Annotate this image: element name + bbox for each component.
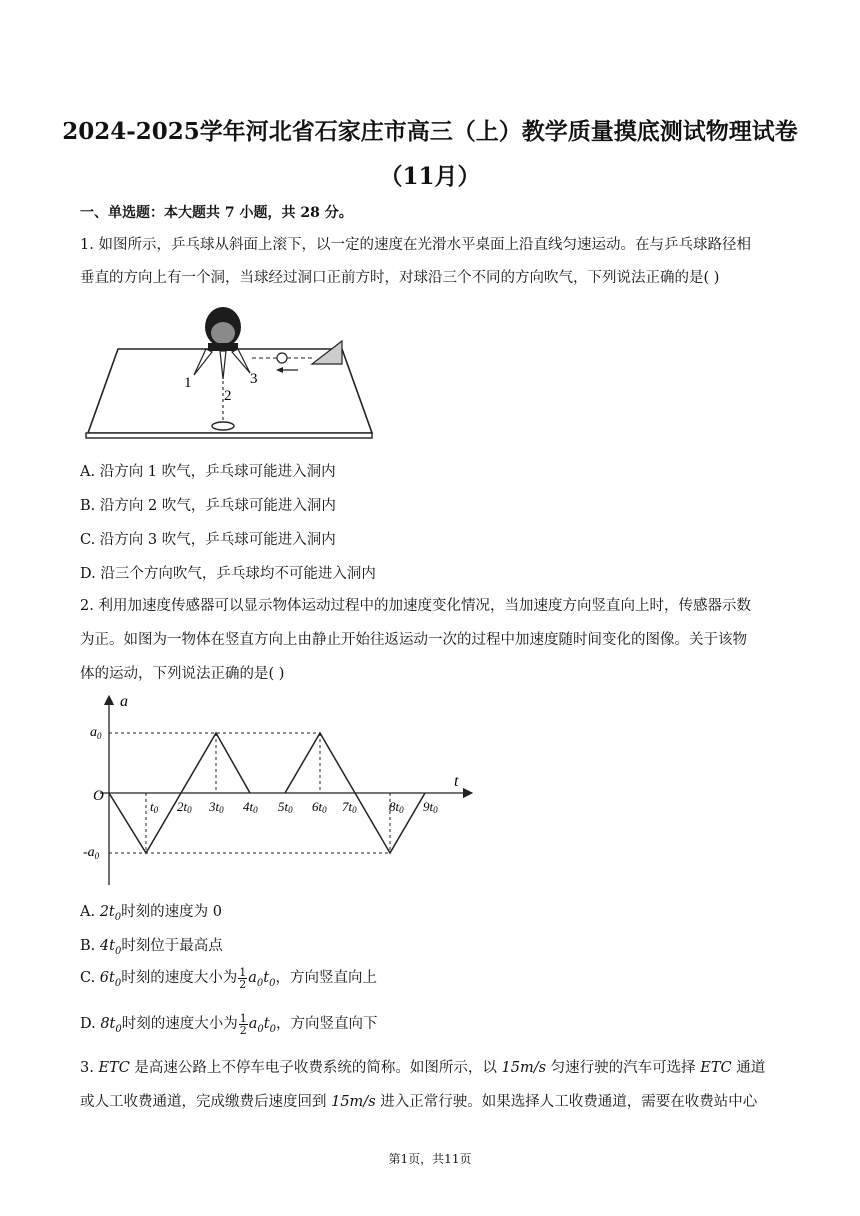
neg-a0-label: $-a_0$ — [83, 845, 100, 861]
tick-5t0: 5t0 — [278, 799, 293, 815]
section-heading: 一、单选题：本大题共 7 小题，共 28 分。 — [80, 205, 353, 221]
tick-6t0: 6t0 — [312, 799, 327, 815]
q2-option-a: A. $2t_0$时刻的速度为 0 — [80, 904, 222, 923]
hole — [212, 422, 234, 430]
a0-label: $a_0$ — [90, 725, 102, 741]
ping-pong-ball — [277, 353, 287, 363]
tick-2t0: 2t0 — [177, 799, 192, 815]
q1-table-figure — [80, 305, 380, 443]
q1-option-c: C. 沿方向 3 吹气，乒乓球可能进入洞内 — [80, 532, 336, 548]
person-head-icon — [205, 307, 241, 351]
label-direction-1: 1 — [184, 375, 192, 391]
tick-4t0: 4t0 — [243, 799, 258, 815]
tick-9t0: 9t0 — [423, 799, 438, 815]
q2-text-line2: 为正。如图为一物体在竖直方向上由静止开始往返运动一次的过程中加速度随时间变化的图像。关于该物 — [80, 632, 747, 648]
q2-option-c: C. $6t_0$时刻的速度大小为 $\frac{1}{2}$ $a_0t_0$，方向竖直向上 — [80, 965, 377, 991]
page-footer: 第1页，共11页 — [388, 1152, 472, 1166]
origin-label: O — [93, 788, 104, 804]
q2-text-line1: 2. 利用加速度传感器可以显示物体运动过程中的加速度变化情况，当加速度方向竖直向上时，传感器示数 — [80, 598, 751, 614]
document-title-line1: 2024-2025学年河北省石家庄市高三（上）教学质量摸底测试物理试卷 — [62, 118, 798, 145]
q2-acceleration-graph — [80, 690, 480, 890]
q3-text-line1: 3. ETC 是高速公路上不停车电子收费系统的简称。如图所示，以 15m/s 匀速行驶的汽车可选择 ETC 通道 — [80, 1060, 766, 1076]
tick-8t0: 8t0 — [389, 799, 404, 815]
q2-option-b: B. $4t_0$时刻位于最高点 — [80, 938, 223, 957]
document-title-line2: （11月） — [379, 163, 481, 190]
q1-text-line1: 1. 如图所示，乒乓球从斜面上滚下，以一定的速度在光滑水平桌面上沿直线匀速运动。在与乒乓球路径相 — [80, 237, 751, 253]
table-edge — [86, 433, 372, 438]
label-direction-3: 3 — [250, 371, 258, 387]
x-axis-label: t — [454, 773, 459, 790]
q1-text-line2: 垂直的方向上有一个洞，当球经过洞口正前方时，对球沿三个不同的方向吹气，下列说法正确的是( ) — [80, 270, 720, 286]
tick-3t0: 3t0 — [209, 799, 224, 815]
tick-7t0: 7t0 — [342, 799, 357, 815]
q1-option-d: D. 沿三个方向吹气，乒乓球均不可能进入洞内 — [80, 566, 376, 582]
tick-t0: t0 — [150, 799, 159, 815]
label-direction-2: 2 — [224, 388, 232, 404]
y-axis-label: a — [120, 693, 128, 710]
q2-text-line3: 体的运动，下列说法正确的是( ) — [80, 666, 285, 682]
q1-option-b: B. 沿方向 2 吹气，乒乓球可能进入洞内 — [80, 498, 336, 514]
q1-option-a: A. 沿方向 1 吹气，乒乓球可能进入洞内 — [80, 464, 336, 480]
q3-text-line2: 或人工收费通道，完成缴费后速度回到 15m/s 进入正常行驶。如果选择人工收费通道，需要在收费站中心 — [80, 1094, 758, 1110]
q2-option-d: D. $8t_0$时刻的速度大小为 $\frac{1}{2}$ $a_0t_0$，方向竖直向下 — [80, 1011, 378, 1037]
